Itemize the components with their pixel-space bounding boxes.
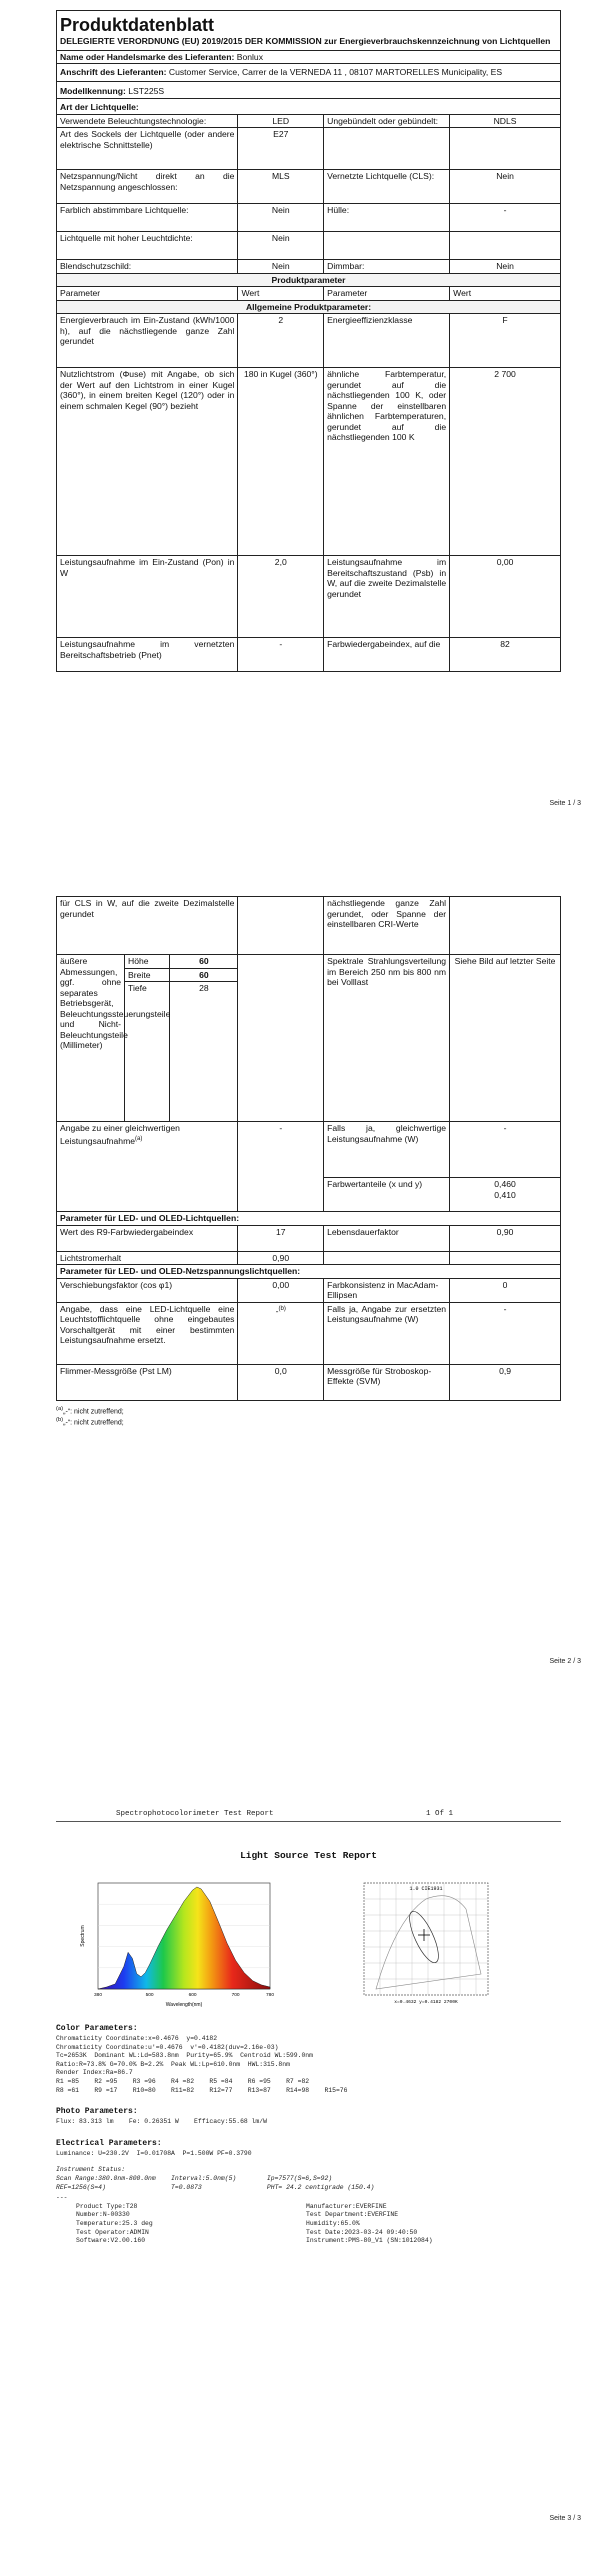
report-header-right: 1 Of 1 (426, 1810, 454, 1818)
page-1 (0, 0, 603, 840)
info-line: Instrument:PMS-80_V1 (SN:1012084) (306, 2237, 433, 2245)
lumen-maintenance-value: 0,90 (238, 1251, 324, 1265)
equivalent-power-claim-value: - (238, 1122, 324, 1212)
section-general-parameters: Allgemeine Produktparameter: (57, 300, 561, 314)
spectrum-chart (76, 1879, 276, 2009)
survival-factor-label: Lebensdauerfaktor (324, 1225, 450, 1251)
type-label: Art der Lichtquelle: (57, 99, 561, 115)
info-line: Test Date:2023-03-24 09:40:50 (306, 2228, 418, 2236)
equivalent-power-value: - (450, 1122, 561, 1178)
instrument-status-line: Scan Range:380.0nm-800.0nm Interval:5.0nm(5) Ip=7577(S=6,S=92) (56, 2174, 333, 2182)
y-axis-label: Spectrum (80, 1925, 86, 1947)
info-line: Software:V2.00.160 (76, 2237, 146, 2245)
empty-cell (324, 128, 450, 170)
report-header (56, 1810, 561, 1822)
instrument-status-title: Instrument Status: (56, 2166, 126, 2174)
test-info (56, 2203, 561, 2249)
flicker-label: Flimmer-Messgröße (Pst LM) (57, 1364, 238, 1400)
page-2 (0, 840, 603, 1680)
cie-frame (364, 1883, 488, 1995)
footnote-b: $^{(b)}$„-“: nicht zutreffend; (56, 1416, 124, 1427)
color-param-line: Chromaticity Coordinate:x=0.4676 y=0.4182 (56, 2035, 218, 2042)
cap-type-label: Art des Sockels der Lichtquelle (oder andere elektrische Schnittstelle) (57, 128, 238, 170)
energy-consumption-value: 2 (238, 314, 324, 368)
networked-standby-value: - (238, 638, 324, 672)
mains-label: Netzspannung/Nicht direkt an die Netzspannung angeschlossen: (57, 170, 238, 204)
colour-consistency-label: Farbkonsistenz in MacAdam-Ellipsen (324, 1278, 450, 1302)
datasheet-page-2 (56, 896, 561, 1427)
r9-value: 17 (238, 1225, 324, 1251)
color-param-line: Tc=2653K Dominant WL:Ld=583.8nm Purity=65.9% Centroid WL:599.0nm (56, 2052, 313, 2060)
replacement-claim-label: Angabe, dass eine LED-Lichtquelle eine Leuchtstofflichtquelle ohne eingebautes Vorschaltgerät mit einer bestimmten Leistungsaufnahme ersetzt. (57, 1302, 238, 1364)
electrical-params: Luminance: U=230.2V I=0.01708A P=1.500W PF=0.3790 (56, 2149, 252, 2157)
chromaticity-x: 0,460 (494, 1179, 516, 1189)
dimension-depth-value: 28 (170, 982, 238, 1122)
spectral-distribution-label: Spektrale Strahlungsverteilung im Bereich 250 nm bis 800 nm bei Volllast (324, 955, 450, 1122)
address-value: Customer Service, Carrer de la VERNEDA 11 , 08107 MARTORELLES Municipality, ES (168, 67, 503, 77)
photo-params: Flux: 83.313 lm Fe: 0.26351 W Efficacy:55.68 lm/W (56, 2118, 267, 2126)
cie-title: 1.0 CIE1931 (409, 1886, 443, 1892)
cls-label: Vernetzte Lichtquelle (CLS): (324, 170, 450, 204)
cap-type-value: E27 (238, 128, 324, 170)
supplier-label: Name oder Handelsmarke des Lieferanten: (60, 51, 235, 62)
regulation-text: DELEGIERTE VERORDNUNG (EU) 2019/2015 DER KOMMISSION zur Energieverbrauchskennzeichnung von Lichtquellen (60, 36, 551, 46)
power-factor-value: 0,00 (238, 1278, 324, 1302)
section-product-parameters: Produktparameter (57, 273, 561, 287)
color-params-title: Color Parameters: (56, 2024, 138, 2033)
info-line: Number:N-00330 (76, 2211, 130, 2219)
useful-flux-value: 180 in Kugel (360°) (238, 368, 324, 556)
chromaticity-label: Farbwertanteile (x und y) (324, 1178, 450, 1212)
dimmable-value: Nein (450, 260, 561, 274)
model-value: LST225S (128, 85, 165, 96)
dimension-width-label: Breite (125, 968, 170, 982)
cie-diagram (356, 1879, 496, 2009)
info-line: Temperature:25.3 deg (76, 2219, 153, 2227)
x-tick-label: 600 (188, 1993, 197, 1998)
x-tick-label: 780 (265, 1993, 275, 1998)
color-param-line: R1 =85 R2 =95 R3 =96 R4 =82 R5 =84 R6 =95 R7 =82 (56, 2077, 310, 2085)
mains-value: MLS (238, 170, 324, 204)
section-mains-parameters: Parameter für LED- und OLED-Netzspannungslichtquellen: (57, 1265, 561, 1279)
envelope-value: - (450, 204, 561, 232)
technology-value: LED (238, 114, 324, 128)
flicker-value: 0,0 (238, 1364, 324, 1400)
dimension-depth-label: Tiefe (125, 982, 170, 1122)
cie-caption: x=0.4632 y=0.4182 2700K (394, 2000, 458, 2005)
column-header-value: Wert (450, 287, 561, 301)
on-mode-power-value: 2,0 (238, 556, 324, 638)
power-factor-label: Verschiebungsfaktor (cos φ1) (57, 1278, 238, 1302)
x-ticks (94, 1992, 274, 1998)
test-info-right (306, 2203, 433, 2246)
directional-label: Ungebündelt oder gebündelt: (324, 114, 450, 128)
column-header-value: Wert (238, 287, 324, 301)
info-line: Humidity:65.0% (306, 2219, 360, 2227)
column-header-parameter: Parameter (324, 287, 450, 301)
dimmable-label: Dimmbar: (324, 260, 450, 274)
energy-consumption-label: Energieverbrauch im Ein-Zustand (kWh/1000 h), auf die nächstliegende ganze Zahl gerundet (57, 314, 238, 368)
section-led-parameters: Parameter für LED- und OLED-Lichtquellen: (57, 1212, 561, 1226)
cct-label: ähnliche Farbtemperatur, gerundet auf die nächstliegenden 100 K, oder Spanne der einstellbaren ähnlichen Farbtemperaturen, gerundet auf die nächstliegenden 100 K (324, 368, 450, 556)
directional-value: NDLS (450, 114, 561, 128)
envelope-label: Hülle: (324, 204, 450, 232)
standby-power-label: Leistungsaufnahme im Bereitschaftszustand (Psb) in W, auf die zweite Dezimalstelle gerundet (324, 556, 450, 638)
supplier-value: Bonlux (236, 51, 263, 62)
model-label: Modellkennung: (60, 85, 126, 96)
page-number: Seite 2 / 3 (549, 1658, 581, 1665)
anti-glare-value: Nein (238, 260, 324, 274)
color-params (56, 2035, 561, 2095)
color-param-line: Chromaticity Coordinate:u'=0.4676 v'=0.4182(duv=2.16e-03) (56, 2043, 279, 2051)
stroboscopic-value: 0,9 (450, 1364, 561, 1400)
x-tick-label: 500 (145, 1993, 154, 1998)
dimensions-label: äußere Abmessungen, ggf. ohne separates Betriebsgerät, Beleuchtungssteuerungsteile und Nicht-Beleuchtungsteile (Millimeter) (57, 955, 125, 1122)
r9-label: Wert des R9-Farbwiedergabeindex (57, 1225, 238, 1251)
datasheet-page-1 (56, 10, 561, 672)
equivalent-power-label: Falls ja, gleichwertige Leistungsaufnahme (W) (324, 1122, 450, 1178)
x-axis-label: Wavelength(nm) (165, 2002, 203, 2008)
color-param-line: Ratio:R=73.8% G=70.0% B=2.2% Peak WL:Lp=610.0nm HWL:315.8nm (56, 2060, 290, 2068)
dimension-width-value: 60 (170, 968, 238, 982)
energy-class-value: F (450, 314, 561, 368)
replacement-claim-value: -$^{(b)}$ (238, 1302, 324, 1364)
cri-label-cont: nächstliegende ganze Zahl gerundet, oder Spanne der einstellbaren CRI-Werte (324, 897, 450, 955)
page-number: Seite 1 / 3 (549, 800, 581, 807)
test-report (56, 1810, 561, 2249)
address-label: Anschrift des Lieferanten: (60, 67, 167, 77)
stroboscopic-label: Messgröße für Stroboskop-Effekte (SVM) (324, 1364, 450, 1400)
cls-value: Nein (450, 170, 561, 204)
info-line: Test Operator:ADMIN (76, 2228, 149, 2236)
on-mode-power-label: Leistungsaufnahme im Ein-Zustand (Pon) in W (57, 556, 238, 638)
color-param-line: R8 =61 R9 =17 R10=80 R11=82 R12=77 R13=87 R14=98 R15=76 (56, 2086, 348, 2094)
electrical-params-title: Electrical Parameters: (56, 2138, 162, 2148)
chromaticity-y: 0,410 (494, 1189, 516, 1200)
high-luminance-label: Lichtquelle mit hoher Leuchtdichte: (57, 232, 238, 260)
lumen-maintenance-label: Lichtstromerhalt (57, 1251, 238, 1265)
info-line: Manufacturer:EVERFINE (306, 2202, 387, 2210)
x-tick-label: 700 (231, 1993, 240, 1998)
useful-flux-label: Nutzlichtstrom (Φuse) mit Angabe, ob sich der Wert auf den Lichtstrom in einer Kugel (360°), in einem breiten Kegel (120°) oder in einem schmalen Kegel (90°) bezieht (57, 368, 238, 556)
high-luminance-value: Nein (238, 232, 324, 260)
empty-cell (450, 128, 561, 170)
photo-params-title: Photo Parameters: (56, 2107, 138, 2117)
report-title: Light Source Test Report (240, 1850, 377, 1861)
dimension-height-label: Höhe (125, 955, 170, 969)
anti-glare-label: Blendschutzschild: (57, 260, 238, 274)
separator: --- (56, 2194, 68, 2202)
cri-value: 82 (450, 638, 561, 672)
charts-area (56, 1879, 561, 2014)
instrument-status-line: REF=1256(S=4) T=0.0873 PHT= 24.2 centigrade (150.4) (56, 2183, 375, 2191)
survival-factor-value: 0,90 (450, 1225, 561, 1251)
tunable-label: Farblich abstimmbare Lichtquelle: (57, 204, 238, 232)
replacement-power-value: - (450, 1302, 561, 1364)
color-param-line: Render Index:Ra=86.7 (56, 2069, 133, 2077)
page-3 (0, 1680, 603, 2560)
dimension-height-value: 60 (170, 955, 238, 969)
technology-label: Verwendete Beleuchtungstechnologie: (57, 114, 238, 128)
footnote-a: $^{(a)}$„-“: nicht zutreffend; (56, 1405, 124, 1415)
chromaticity-value (450, 1178, 561, 1212)
cct-value: 2 700 (450, 368, 561, 556)
column-header-parameter: Parameter (57, 287, 238, 301)
x-tick-label: 380 (93, 1993, 103, 1998)
cri-label: Farbwiedergabeindex, auf die (324, 638, 450, 672)
energy-class-label: Energieeffizienzklasse (324, 314, 450, 368)
report-header-left: Spectrophotocolorimeter Test Report (116, 1810, 274, 1818)
standby-power-value: 0,00 (450, 556, 561, 638)
equivalent-power-claim-label: Angabe zu einer gleichwertigen Leistungsaufnahme$^{(a)}$ (57, 1122, 238, 1212)
tunable-value: Nein (238, 204, 324, 232)
colour-consistency-value: 0 (450, 1278, 561, 1302)
spectral-distribution-value: Siehe Bild auf letzter Seite (450, 955, 561, 1122)
replacement-power-label: Falls ja, Angabe zur ersetzten Leistungsaufnahme (W) (324, 1302, 450, 1364)
networked-standby-cont: für CLS in W, auf die zweite Dezimalstelle gerundet (57, 897, 238, 955)
info-line: Test Department:EVERFINE (306, 2211, 399, 2219)
page-title: Produktdatenblatt (60, 15, 215, 35)
page-number: Seite 3 / 3 (549, 2515, 581, 2522)
test-info-left (76, 2203, 153, 2246)
networked-standby-label: Leistungsaufnahme im vernetzten Bereitschaftsbetrieb (Pnet) (57, 638, 238, 672)
info-line: Product Type:T28 (76, 2202, 138, 2210)
